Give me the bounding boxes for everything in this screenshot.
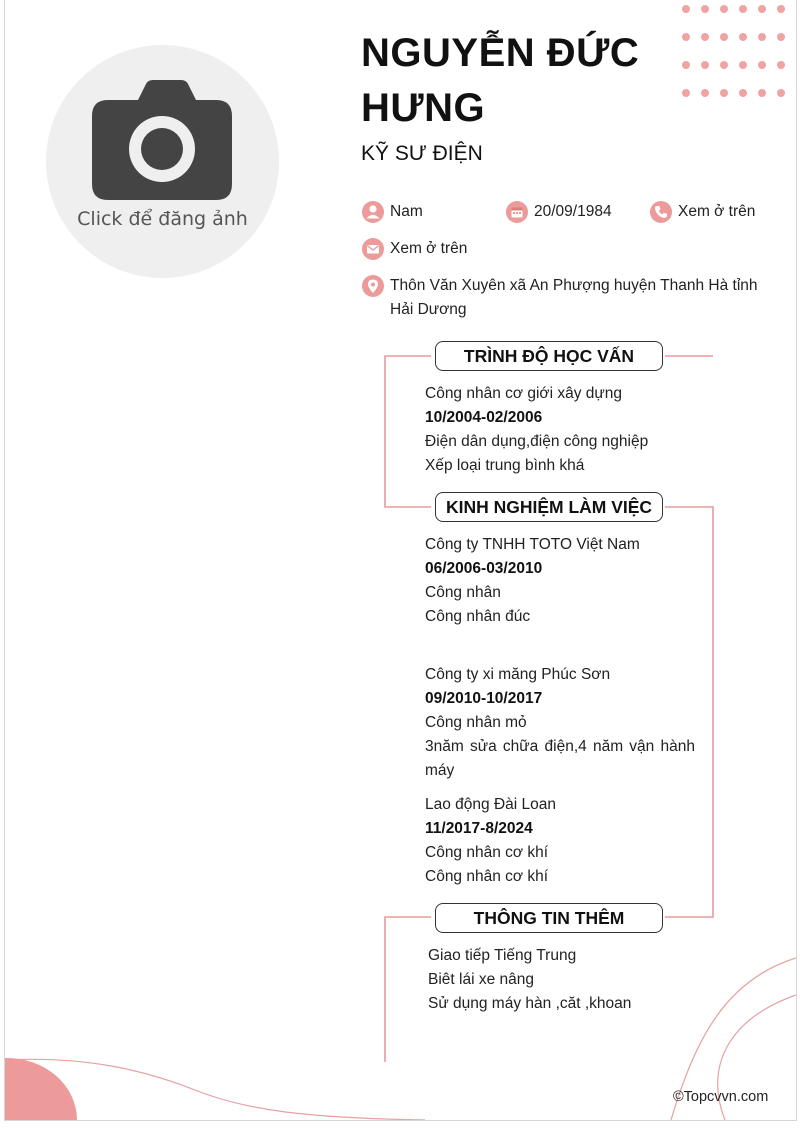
cv-page — [4, 0, 797, 1121]
address-value: Thôn Văn Xuyên xã An Phượng huyện Thanh Hà tỉnh Hải Dương — [390, 277, 758, 318]
experience-position: Công nhân — [425, 584, 501, 601]
corner-circle-decoration — [5, 1058, 77, 1120]
education-entry — [425, 382, 695, 478]
location-icon — [362, 275, 384, 297]
gender-info — [362, 201, 423, 224]
footer-credit: ©Topcvvn.com — [673, 1089, 769, 1105]
experience-company: Công ty TNHH TOTO Việt Nam — [425, 536, 640, 553]
experience-period: 11/2017-8/2024 — [425, 820, 533, 837]
experience-item — [425, 663, 695, 783]
list-item: Biêt lái xe nâng — [428, 971, 534, 988]
mail-icon — [362, 238, 384, 260]
gender-value: Nam — [390, 203, 423, 220]
experience-period: 06/2006-03/2010 — [425, 560, 543, 577]
camera-icon — [92, 78, 232, 200]
experience-item — [425, 793, 695, 889]
experience-position: Công nhân mỏ — [425, 714, 527, 731]
birthday-value: 20/09/1984 — [534, 203, 612, 220]
experience-item — [425, 533, 695, 629]
experience-company: Lao động Đài Loan — [425, 796, 557, 813]
experience-description: Công nhân đúc — [425, 608, 531, 625]
experience-company: Công ty xi măng Phúc Sơn — [425, 666, 611, 683]
education-major: Điện dân dụng,điện công nghiệp — [425, 433, 649, 450]
education-heading: TRÌNH ĐỘ HỌC VẤN — [435, 341, 663, 371]
email-info — [362, 238, 467, 261]
email-value: Xem ở trên — [390, 240, 468, 257]
phone-value: Xem ở trên — [678, 203, 756, 220]
additional-info-list — [428, 944, 698, 1016]
experience-description: 3năm sửa chữa điện,4 năm vận hành máy — [425, 738, 695, 779]
experience-period: 09/2010-10/2017 — [425, 690, 543, 707]
list-item: Giao tiếp Tiếng Trung — [428, 947, 577, 964]
profile-photo-upload[interactable] — [46, 45, 279, 278]
calendar-icon — [506, 201, 528, 223]
photo-upload-label: Click để đăng ảnh — [77, 208, 248, 230]
address-info — [362, 275, 762, 322]
experience-description: Công nhân cơ khí — [425, 868, 549, 885]
candidate-name: NGUYỄN ĐỨC HƯNG — [361, 31, 640, 130]
education-grade: Xếp loại trung bình khá — [425, 457, 585, 474]
education-period: 10/2004-02/2006 — [425, 409, 543, 426]
job-title: KỸ SƯ ĐIỆN — [361, 142, 483, 165]
phone-info — [650, 201, 755, 224]
person-icon — [362, 201, 384, 223]
list-item: Sử dụng máy hàn ,căt ,khoan — [428, 995, 632, 1012]
experience-heading: KINH NGHIỆM LÀM VIỆC — [435, 492, 663, 522]
birthday-info — [506, 201, 612, 224]
education-school: Công nhân cơ giới xây dựng — [425, 385, 623, 402]
dot-grid-decoration — [682, 5, 785, 97]
phone-icon — [650, 201, 672, 223]
experience-position: Công nhân cơ khí — [425, 844, 549, 861]
additional-info-heading: THÔNG TIN THÊM — [435, 903, 663, 933]
